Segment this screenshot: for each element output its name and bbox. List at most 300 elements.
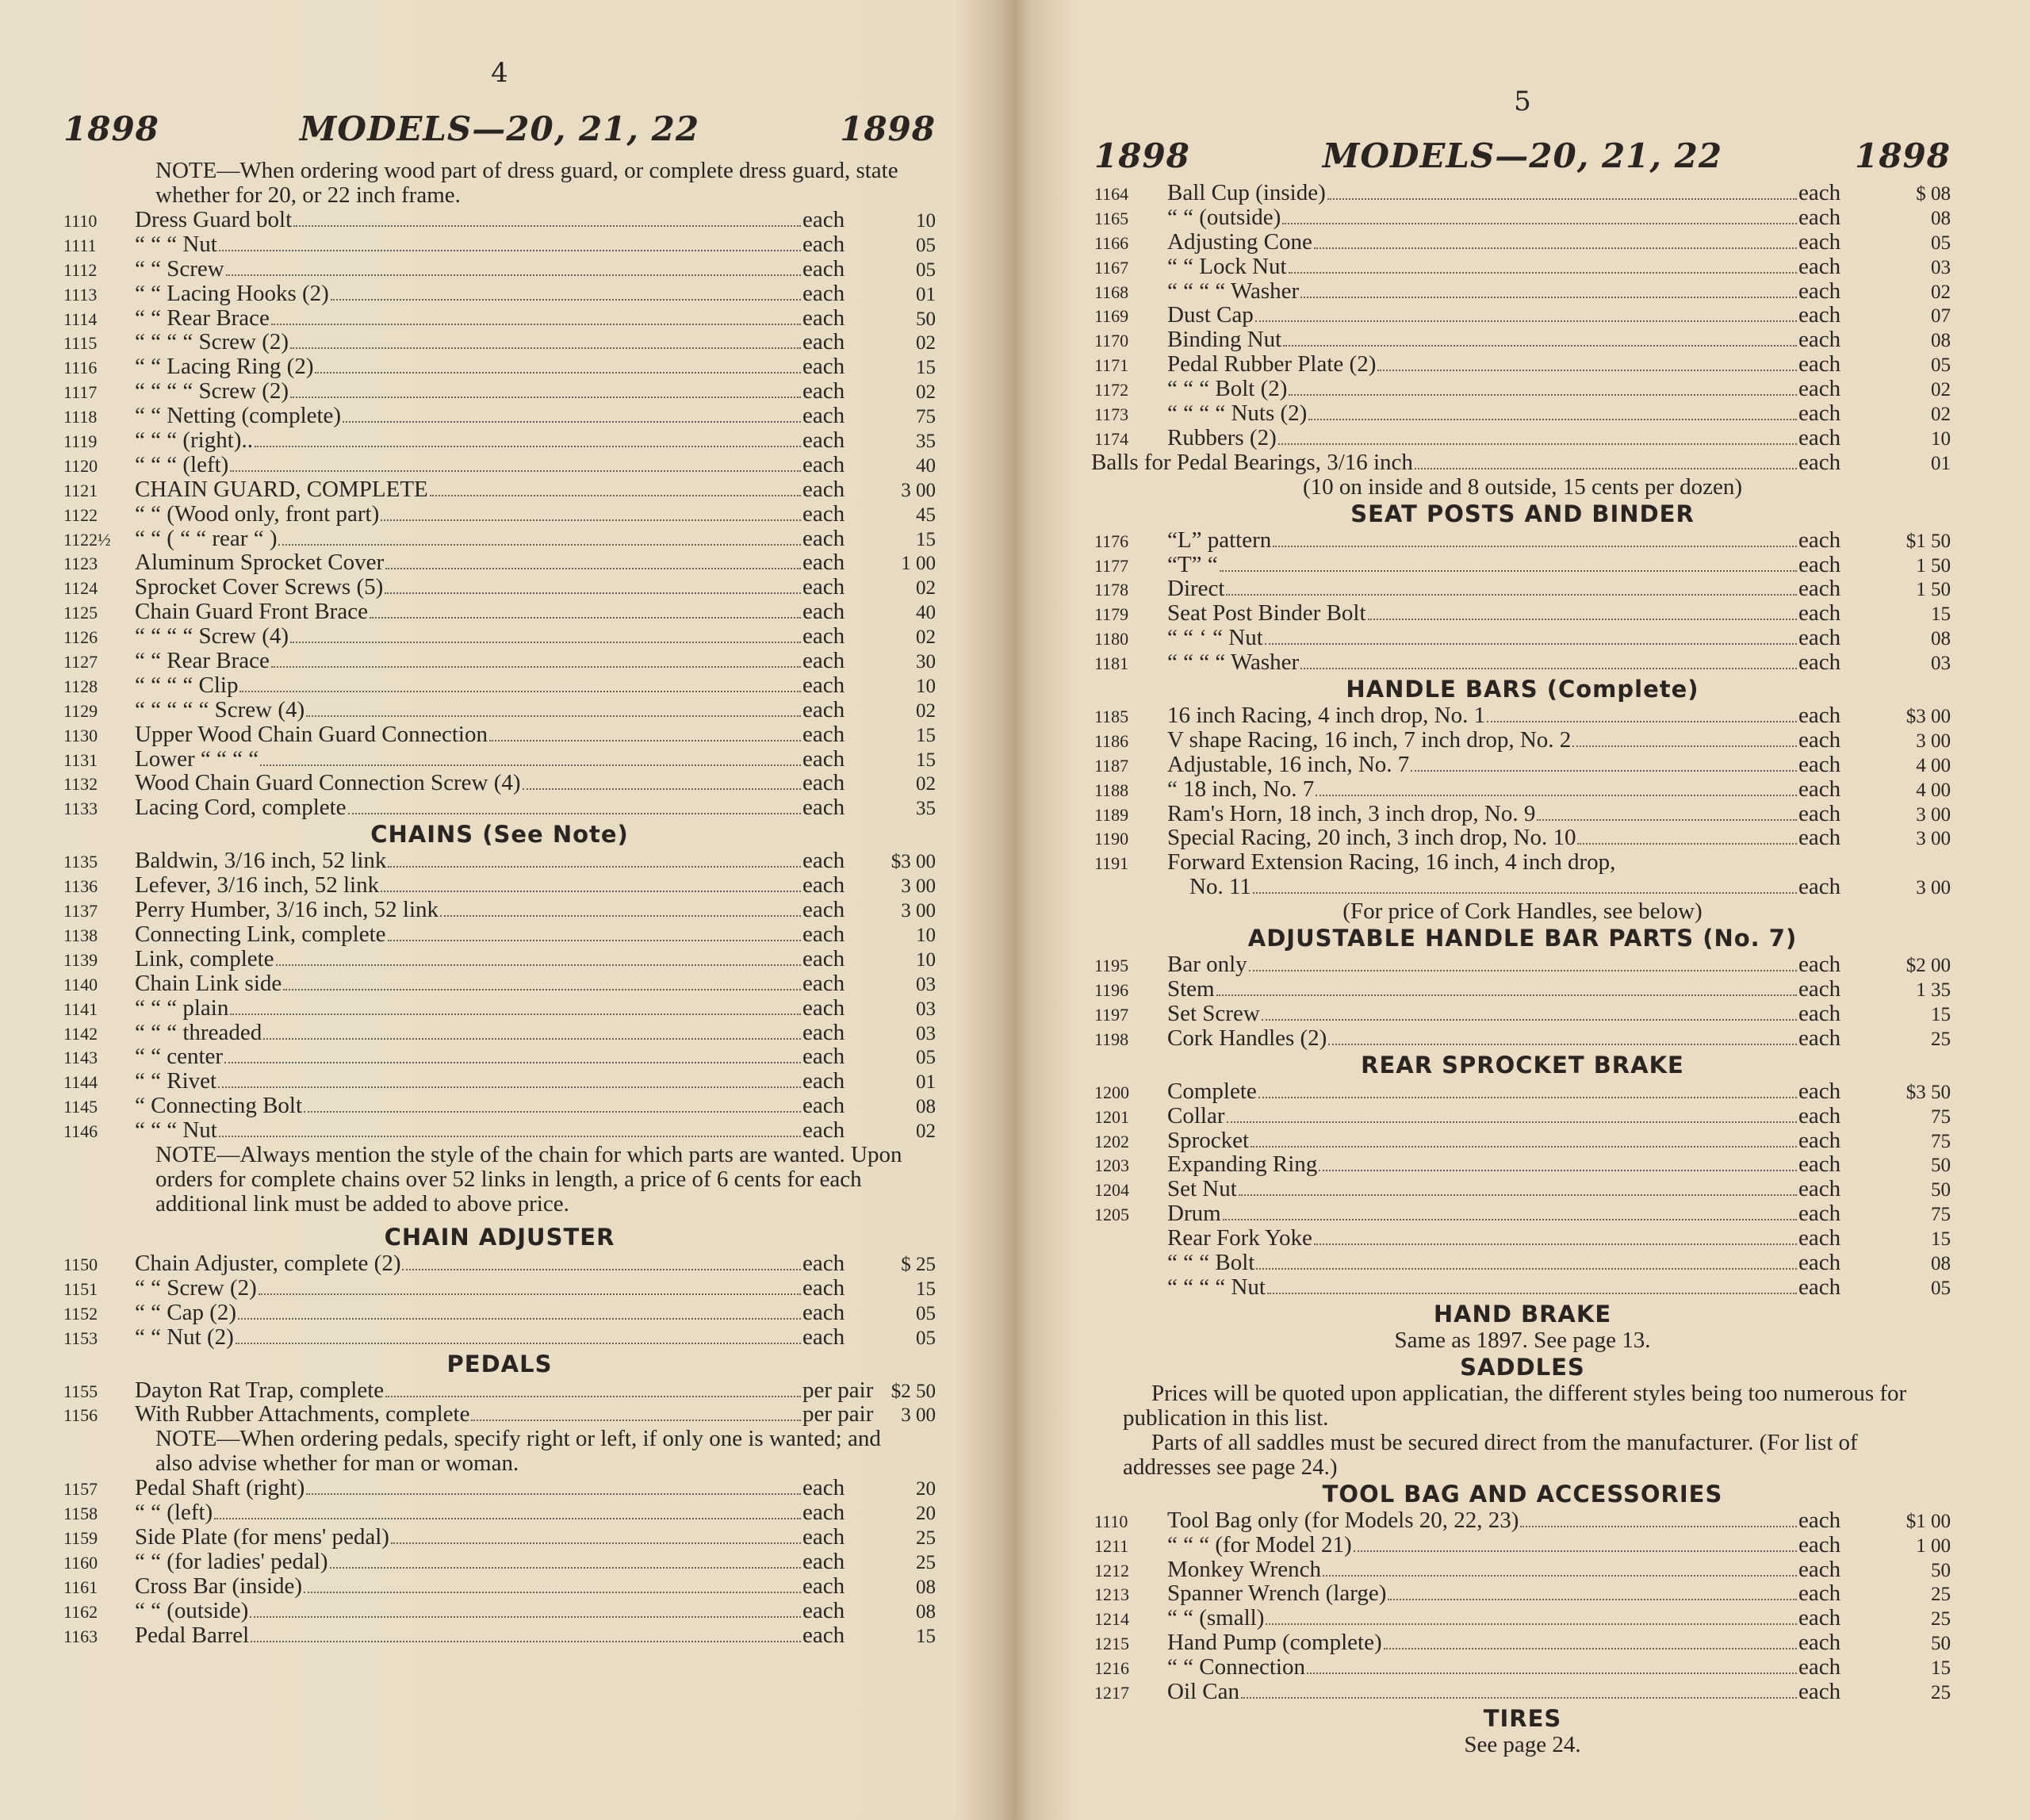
leader-dots: [260, 764, 801, 766]
item-price: 75: [916, 406, 936, 428]
item-price: 08: [916, 1576, 936, 1598]
tool-bag-list: [1094, 1508, 1951, 1704]
list-item: [1094, 1606, 1951, 1630]
item-unit: each: [802, 1250, 845, 1276]
list-item: [1094, 1533, 1951, 1558]
list-item: [63, 550, 936, 575]
list-item: [1091, 450, 1951, 475]
item-desc: Sprocket Cover Screws (5): [135, 574, 384, 600]
item-unit: each: [1798, 703, 1841, 729]
item-unit: each: [802, 1500, 845, 1526]
item-desc: “ “ Connection: [1167, 1654, 1305, 1680]
item-desc: Drum: [1167, 1201, 1221, 1227]
list-item: [1094, 528, 1951, 553]
item-price: 15: [916, 1278, 936, 1300]
item-number: 1112: [63, 259, 98, 280]
item-number: 1131: [63, 749, 98, 770]
list-item: [63, 971, 936, 996]
item-unit: each: [802, 231, 845, 257]
item-desc: V shape Racing, 16 inch, 7 inch drop, No. 2: [1167, 726, 1572, 753]
leader-dots: [1226, 594, 1797, 596]
pedals-list-b: [63, 1476, 936, 1647]
item-number: 1158: [63, 1504, 98, 1524]
item-desc: “ “ “ plain: [135, 994, 229, 1021]
handle-bars-list: [1094, 703, 1951, 850]
item-unit: each: [802, 599, 845, 625]
leader-dots: [1377, 370, 1797, 371]
item-number: 1163: [63, 1626, 98, 1646]
item-number: 1136: [63, 876, 98, 897]
item-desc: “ “ (Wood only, front part): [135, 500, 380, 527]
list-item: [63, 257, 936, 282]
list-item: [1094, 1201, 1951, 1226]
item-price: 3 00: [1916, 877, 1951, 899]
item-number: 1167: [1094, 257, 1129, 278]
list-item: [1094, 181, 1951, 205]
list-item: [1094, 952, 1951, 977]
section-heading-adjustable: ADJUSTABLE HANDLE BAR PARTS (No. 7): [1247, 925, 1798, 952]
item-unit: each: [1798, 751, 1841, 777]
item-price: 02: [1931, 379, 1951, 401]
item-number: 1212: [1094, 1560, 1129, 1581]
item-desc: “ “ “ “ Screw (2): [135, 378, 289, 404]
list-item: [63, 1599, 936, 1623]
item-number: 1143: [63, 1048, 98, 1068]
item-unit: each: [1798, 726, 1841, 753]
item-unit: each: [802, 403, 845, 429]
list-item: [63, 898, 936, 922]
item-unit: each: [802, 1093, 845, 1119]
item-number: 1170: [1094, 331, 1129, 351]
leader-dots: [330, 1567, 801, 1569]
item-price: $1 00: [1906, 1510, 1951, 1532]
item-desc: “ “ Screw: [135, 255, 224, 282]
list-item: [63, 722, 936, 747]
item-number: 1211: [1094, 1535, 1129, 1556]
list-item: [1094, 401, 1951, 426]
item-price: 25: [1931, 1584, 1951, 1606]
leader-dots: [219, 250, 801, 251]
list-item: [63, 747, 936, 772]
list-item: [63, 849, 936, 873]
item-unit: each: [802, 1044, 845, 1070]
item-unit: each: [802, 500, 845, 527]
item-desc: “ “ Lacing Hooks (2): [135, 280, 329, 306]
balls-note: (10 on inside and 8 outside, 15 cents per dozen): [1302, 473, 1743, 500]
item-number: 1198: [1094, 1029, 1129, 1049]
item-number: 1129: [63, 700, 98, 721]
item-unit: each: [1798, 1605, 1841, 1631]
tires-note: See page 24.: [1464, 1731, 1581, 1757]
leader-dots: [239, 691, 801, 692]
item-desc: Dress Guard bolt: [135, 207, 293, 232]
item-number: 1124: [63, 578, 98, 599]
section-heading-tires: TIRES: [1483, 1704, 1562, 1732]
item-desc: Link, complete: [135, 945, 274, 971]
list-item: [63, 575, 936, 600]
item-desc: Lefever, 3/16 inch, 52 link: [135, 872, 380, 899]
list-item: [63, 404, 936, 428]
item-price: 4 00: [1916, 754, 1951, 776]
list-item: [63, 1301, 936, 1325]
ball-cup-list: [1094, 181, 1951, 450]
list-item: [1094, 230, 1951, 255]
item-unit: each: [1798, 1274, 1841, 1300]
item-desc: Pedal Barrel: [135, 1622, 250, 1648]
leader-dots: [1241, 1697, 1797, 1699]
item-price: 15: [1931, 1003, 1951, 1025]
item-unit: each: [802, 623, 845, 649]
item-price: 01: [916, 283, 936, 305]
page-number: 5: [1514, 86, 1531, 117]
list-item: [63, 771, 936, 795]
item-number: 1168: [1094, 282, 1129, 302]
list-item: [1094, 377, 1951, 401]
item-desc: “ “ Lacing Ring (2): [135, 354, 314, 380]
section-heading-chain-adjuster: CHAIN ADJUSTER: [384, 1223, 615, 1251]
section-heading-tool-bag: TOOL BAG AND ACCESSORIES: [1322, 1480, 1723, 1508]
leader-dots: [214, 1518, 801, 1519]
leader-dots: [271, 324, 801, 325]
item-unit: each: [1798, 1556, 1841, 1582]
item-unit: each: [1798, 874, 1841, 900]
leader-dots: [1323, 1575, 1797, 1577]
item-unit: each: [802, 745, 845, 772]
leader-dots: [1316, 795, 1797, 796]
item-number: 1188: [1094, 780, 1129, 800]
leader-dots: [1266, 1623, 1797, 1625]
item-unit: each: [1798, 302, 1841, 328]
leader-dots: [304, 1592, 801, 1593]
item-unit: each: [1798, 1531, 1841, 1558]
item-price: 08: [1931, 1252, 1951, 1274]
item-unit: each: [1798, 376, 1841, 402]
item-desc: Connecting Link, complete: [135, 921, 386, 947]
item-price: $1 50: [1906, 530, 1951, 552]
item-number: 1126: [63, 627, 98, 648]
item-unit: each: [1798, 180, 1841, 205]
item-number: 1205: [1094, 1205, 1129, 1225]
item-number: 1140: [63, 974, 98, 994]
item-price: 02: [916, 699, 936, 722]
item-desc: Aluminum Sprocket Cover: [135, 550, 385, 576]
leader-dots: [348, 813, 801, 814]
item-price: $ 25: [901, 1253, 936, 1275]
item-number: 1123: [63, 554, 98, 574]
item-unit: each: [1798, 278, 1841, 304]
leader-dots: [388, 940, 801, 941]
item-unit: each: [1798, 1102, 1841, 1128]
item-unit: each: [1798, 1654, 1841, 1680]
item-price: 3 00: [1916, 828, 1951, 850]
item-unit: each: [1798, 1630, 1841, 1656]
leader-dots: [1249, 970, 1797, 971]
item-number: 1156: [63, 1405, 98, 1426]
leader-dots: [278, 544, 801, 546]
list-item: [1094, 577, 1951, 601]
item-desc: Dayton Rat Trap, complete: [135, 1377, 385, 1403]
leader-dots: [1384, 1648, 1797, 1649]
item-unit: per pair: [802, 1401, 874, 1427]
note-pedals: NOTE—When ordering pedals, specify right or left, if only one is wanted; and also advise whether for man or woman.: [155, 1426, 881, 1477]
item-unit: each: [802, 897, 845, 923]
item-desc: “ “ Screw (2): [135, 1274, 257, 1301]
list-item: [1094, 1275, 1951, 1300]
left-content: [63, 159, 936, 1648]
leader-dots: [255, 446, 801, 447]
item-desc: No. 11: [1189, 874, 1251, 900]
item-unit: each: [1798, 424, 1841, 450]
item-number: 1202: [1094, 1131, 1129, 1151]
section-heading-saddles: SADDLES: [1460, 1353, 1585, 1381]
list-item: [63, 282, 936, 306]
item-number: 1138: [63, 925, 98, 945]
list-item: [1094, 328, 1951, 352]
leader-dots: [1327, 198, 1797, 200]
item-price: 15: [1931, 603, 1951, 626]
item-price: $3 50: [1906, 1081, 1951, 1103]
list-item: [63, 354, 936, 379]
section-heading-hand-brake: HAND BRAKE: [1433, 1300, 1612, 1328]
list-item: [63, 1500, 936, 1525]
item-number: 1191: [1094, 853, 1129, 874]
item-unit: each: [1798, 649, 1841, 676]
item-number: 1151: [63, 1278, 98, 1299]
item-number: 1160: [63, 1552, 98, 1573]
item-desc: “ “ “ “ “ Screw (4): [135, 696, 305, 722]
item-number: 1166: [1094, 232, 1129, 253]
list-item: [63, 873, 936, 898]
leader-dots: [385, 568, 801, 569]
item-unit: each: [802, 648, 845, 674]
item-desc: “ “ center: [135, 1044, 224, 1070]
item-number: 1190: [1094, 829, 1129, 849]
item-desc: Bar only: [1167, 952, 1247, 978]
item-price: 07: [1931, 305, 1951, 328]
left-page: [63, 0, 936, 1820]
item-price: 30: [916, 651, 936, 673]
item-price: 3 00: [1916, 803, 1951, 826]
leader-dots: [250, 1616, 801, 1618]
item-unit: each: [1798, 1225, 1841, 1251]
leader-dots: [276, 964, 801, 966]
item-unit: each: [1798, 576, 1841, 602]
leader-dots: [1388, 1599, 1797, 1600]
list-item: [1094, 426, 1951, 450]
item-desc: “ “ “ “ Washer: [1167, 649, 1300, 676]
list-item: [1094, 875, 1951, 899]
item-price: 10: [916, 948, 936, 971]
item-desc: Sprocket: [1167, 1127, 1250, 1153]
item-number: 1201: [1094, 1106, 1129, 1127]
item-number: 1185: [1094, 707, 1129, 727]
item-number: 1137: [63, 901, 98, 921]
item-price: 05: [916, 234, 936, 256]
item-price: 25: [916, 1527, 936, 1550]
item-price: 1 50: [1916, 579, 1951, 601]
section-heading-chains: CHAINS (See Note): [370, 821, 629, 849]
item-price: 20: [916, 1503, 936, 1525]
item-desc: Perry Humber, 3/16 inch, 52 link: [135, 897, 439, 923]
item-number: 1169: [1094, 306, 1129, 327]
leader-dots: [1289, 272, 1797, 274]
item-price: 15: [916, 357, 936, 379]
leader-dots: [489, 740, 801, 741]
list-item: [63, 1574, 936, 1599]
item-desc: Wood Chain Guard Connection Screw (4): [135, 770, 521, 796]
list-item: [1094, 553, 1951, 577]
list-item: [1094, 1026, 1951, 1051]
list-item: [1094, 1104, 1951, 1128]
item-number: 1110: [63, 211, 98, 231]
item-desc: “ “ Rivet: [135, 1068, 217, 1094]
item-price: 3 00: [1916, 730, 1951, 752]
item-unit: each: [1798, 551, 1841, 577]
leader-dots: [1537, 819, 1797, 821]
list-item: [1094, 1002, 1951, 1026]
item-price: 75: [1931, 1105, 1951, 1128]
list-item: [1094, 728, 1951, 753]
item-number: 1196: [1094, 980, 1129, 1001]
list-item: [1094, 802, 1951, 826]
item-desc: Stem: [1167, 976, 1215, 1002]
leader-dots: [1314, 247, 1797, 249]
section-heading-brake: REAR SPROCKET BRAKE: [1361, 1051, 1684, 1079]
leader-dots: [251, 1641, 801, 1642]
item-unit: each: [1798, 351, 1841, 377]
item-unit: each: [802, 848, 845, 874]
item-price: $2 00: [1906, 955, 1951, 977]
item-desc: “ “ ( “ “ rear “ ): [135, 525, 278, 551]
item-unit: each: [1798, 1000, 1841, 1026]
leader-dots: [1262, 1019, 1797, 1021]
list-item: [1094, 753, 1951, 777]
leader-dots: [1487, 721, 1797, 722]
section-heading-handle-bars: HANDLE BARS (Complete): [1346, 676, 1699, 703]
item-number: 1213: [1094, 1584, 1129, 1605]
item-number: 1179: [1094, 604, 1129, 625]
item-desc: Adjustable, 16 inch, No. 7: [1167, 751, 1410, 777]
head-year-left: 1898: [63, 109, 159, 148]
leader-dots: [1572, 745, 1797, 747]
item-price: 40: [916, 602, 936, 624]
item-price: 25: [1931, 1681, 1951, 1703]
item-unit: each: [802, 795, 845, 821]
item-desc: Forward Extension Racing, 16 inch, 4 inch drop,: [1167, 849, 1616, 876]
item-price: 08: [1931, 207, 1951, 229]
item-unit: each: [802, 451, 845, 477]
item-number: 1144: [63, 1072, 98, 1093]
leader-dots: [1289, 394, 1797, 396]
item-number: 1187: [1094, 755, 1129, 776]
item-price: 03: [916, 973, 936, 995]
item-price: 15: [916, 528, 936, 550]
item-price: 50: [1931, 1155, 1951, 1177]
item-number: 1215: [1094, 1634, 1129, 1654]
leader-dots: [523, 788, 801, 790]
list-item: [63, 649, 936, 673]
list-item: [1094, 777, 1951, 802]
leader-dots: [219, 1136, 801, 1137]
item-price: 75: [1931, 1130, 1951, 1152]
item-price: 15: [1931, 1228, 1951, 1251]
item-price: 25: [1931, 1028, 1951, 1050]
item-desc: Lower “ “ “ “: [135, 745, 259, 772]
list-item: [63, 1251, 936, 1276]
item-price: 02: [916, 773, 936, 795]
list-item: [1094, 601, 1951, 626]
item-number: 1214: [1094, 1609, 1129, 1630]
item-number: 1141: [63, 998, 98, 1019]
item-unit: each: [802, 1324, 845, 1350]
leader-dots: [430, 495, 801, 496]
list-item: [1094, 1226, 1951, 1251]
item-desc: CHAIN GUARD, COMPLETE: [135, 476, 428, 502]
item-desc: “ “ “ threaded: [135, 1019, 262, 1045]
item-number: 1119: [63, 431, 98, 452]
item-desc: “ “ “ (left): [135, 451, 229, 477]
item-price: 05: [916, 1047, 936, 1069]
item-unit: each: [802, 280, 845, 306]
list-item: [1094, 279, 1951, 304]
item-price: 25: [916, 1551, 936, 1573]
leader-dots: [1253, 892, 1797, 894]
item-desc: “ “ “ “ Washer: [1167, 278, 1300, 304]
item-desc: Spanner Wrench (large): [1167, 1581, 1387, 1607]
item-desc: “ “ Nut (2): [135, 1324, 234, 1350]
list-item: [63, 379, 936, 404]
leader-dots: [218, 1086, 801, 1088]
item-unit: each: [1798, 625, 1841, 651]
list-item: [1094, 1630, 1951, 1655]
item-price: 01: [1931, 452, 1951, 474]
item-number: 1139: [63, 949, 98, 970]
seat-posts-list: [1094, 528, 1951, 675]
item-unit: each: [802, 574, 845, 600]
list-item: [63, 600, 936, 624]
leader-dots: [385, 592, 801, 594]
item-number: 1122½: [63, 529, 111, 550]
item-desc: Complete: [1167, 1078, 1257, 1104]
item-desc: “ “ “ “ Screw (2): [135, 329, 289, 355]
item-unit: each: [802, 721, 845, 747]
list-item: [63, 306, 936, 331]
item-desc: Chain Adjuster, complete (2): [135, 1250, 401, 1276]
leader-dots: [1415, 468, 1797, 469]
item-unit: each: [1798, 1151, 1841, 1178]
pedals-list-a: [63, 1378, 936, 1427]
item-number: 1216: [1094, 1658, 1129, 1679]
list-item: [63, 502, 936, 527]
item-number: 1173: [1094, 404, 1129, 425]
item-desc: Binding Nut: [1167, 327, 1282, 353]
item-unit: each: [802, 1597, 845, 1623]
list-item: [63, 698, 936, 722]
head-title: MODELS—20, 21, 22: [1322, 136, 1723, 175]
leader-dots: [1308, 419, 1797, 420]
item-unit: each: [802, 1117, 845, 1144]
list-item: [1094, 1558, 1951, 1582]
leader-dots: [1283, 345, 1797, 347]
item-price: 50: [1931, 1633, 1951, 1655]
item-number: 1146: [63, 1121, 98, 1142]
item-number: 1118: [63, 407, 98, 427]
item-desc: Balls for Pedal Bearings, 3/16 inch: [1091, 449, 1413, 475]
item-price: 1 50: [1916, 554, 1951, 577]
brake-list: [1094, 1079, 1951, 1300]
item-desc: “ “ Cap (2): [135, 1299, 237, 1325]
list-item: [63, 1402, 936, 1427]
